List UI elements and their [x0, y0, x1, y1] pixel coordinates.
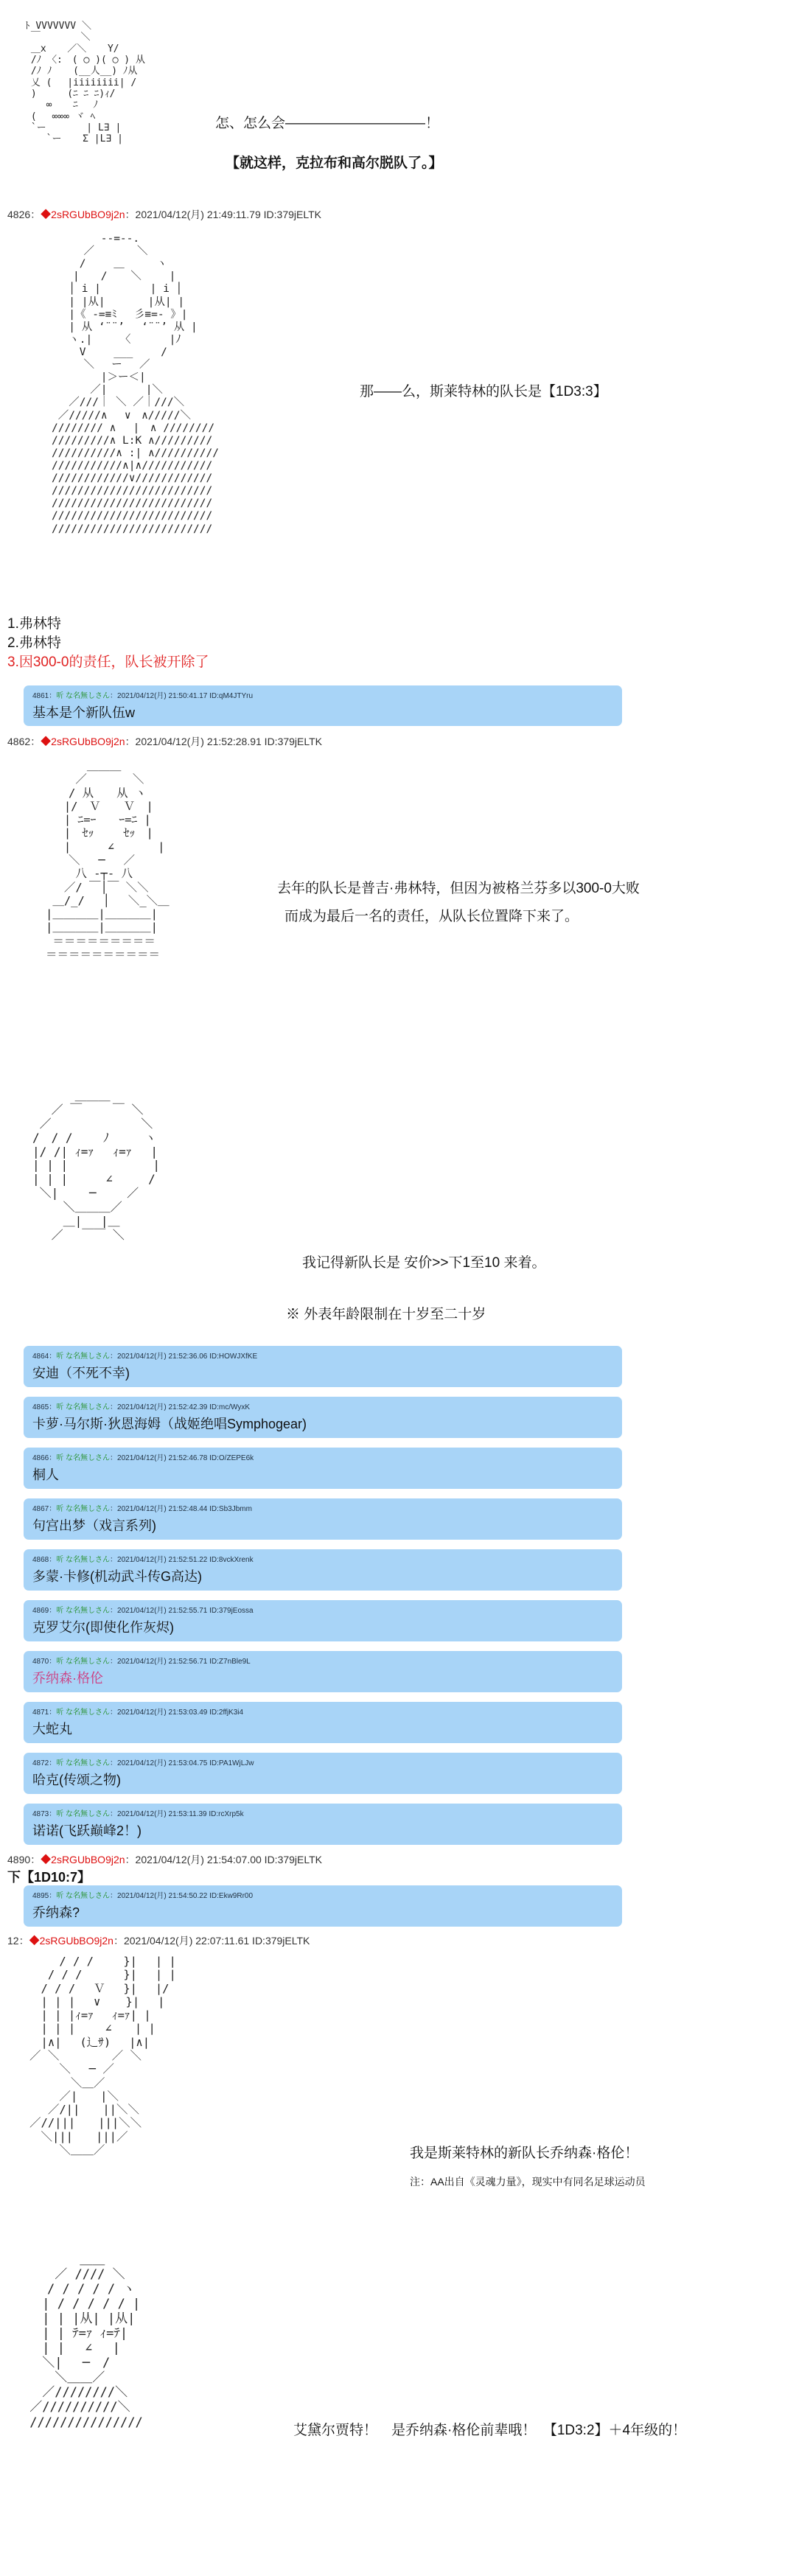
reply-meta: [32, 1451, 613, 1462]
reply-timestamp: ：2021/04/12(月) 21:52:55.71 ID:379jEossa: [110, 1607, 254, 1615]
ascii-art-character-3: ＿＿＿ ／ ＼ / 从 从 ヽ |/ Ｖ Ｖ | | ﾆ=ｰ ｰ=ﾆ | | ｾｯ ｾｯ | | ∠ | ＼ ─ ／ 八 ‐┬‐ 八 ／/ ￣│￣ ＼＼ ＿/_/ │ ＼_＼＿ |＿＿＿＿|＿＿＿＿| |＿＿＿＿|＿＿＿＿| ＝＝＝＝＝＝＝＝＝ ＝＝＝＝＝＝＝＝＝＝: [46, 759, 170, 961]
reply-timestamp: ：2021/04/12(月) 21:52:36.06 ID:HOWJXfKE: [110, 1352, 258, 1361]
reply-number: 4872：: [32, 1759, 57, 1767]
poster-trip[interactable]: ◆2sRGUbBO9j2n: [41, 736, 125, 747]
reply-author: 听 な名無しさん: [56, 1454, 111, 1462]
reply-post[interactable]: [24, 1448, 622, 1489]
ascii-art-character-6: ＿＿ ／ //// ＼ / / / / / ヽ | / / / / / | | | |从| |从| | | ﾃ=ｧ ｨ=ﾃ| | | ∠ | ＼| ─ / ＼＿＿／ ／////////＼ ／//////////＼ ///////////////: [29, 2252, 143, 2430]
reply-timestamp: ：2021/04/12(月) 21:53:11.39 ID:rcXrp5k: [110, 1810, 244, 1818]
reply-author: 听 な名無しさん: [56, 1556, 111, 1564]
reply-post[interactable]: [24, 1498, 622, 1540]
poster-trip[interactable]: ◆2sRGUbBO9j2n: [41, 209, 125, 220]
dice-roll: 下【1D10:7】: [7, 1870, 91, 1885]
ascii-art-character-1: ﾄ VVVVVVV ＼ ￣ ＼ ＿x ／＼ Y/ /ﾉ 〈: ( ◯ )( ◯ ) 从 /ﾉ ﾉ (__人__) ﾉ从 乂 ( |iiiiiiii| / ) (ﾆ ﾆ ﾆ)ｨ/ ∞ ﾆ ﾉ ( ∞∞∞ ヾ ﾍ `ー | L∃ | `ー Σ |L∃ |: [25, 21, 145, 145]
reply-post[interactable]: [24, 1397, 622, 1438]
reply-post[interactable]: [24, 1804, 622, 1845]
reply-post[interactable]: [24, 685, 622, 726]
reply-meta: [32, 1756, 613, 1767]
reply-meta: [32, 1889, 613, 1900]
reply-meta: [32, 1706, 613, 1717]
reply-number: 4867：: [32, 1505, 57, 1513]
reply-body: 多蒙·卡修(机动武斗传G高达): [32, 1569, 202, 1584]
reply-body: 克罗艾尔(即使化作灰烬): [32, 1620, 174, 1635]
post-number: 4890: [7, 1854, 31, 1865]
post-number: 4826: [7, 209, 31, 220]
reply-meta: [32, 1502, 613, 1513]
dialogue-line: 那——么，斯莱特林的队长是【1D3:3】: [360, 384, 607, 399]
note-line: 注：AA出自《灵魂力量》，现实中有同名足球运动员: [410, 2176, 646, 2188]
post-meta: ：2021/04/12(月) 21:52:28.91 ID:379jELTK: [125, 736, 323, 747]
reply-meta: [32, 1553, 613, 1564]
reply-meta: [32, 1400, 613, 1411]
dialogue-line: 我记得新队长是 安价>>下1至10 来着。: [302, 1255, 546, 1271]
separator: ：: [30, 1854, 41, 1865]
post-header: [7, 1933, 310, 1948]
post-meta: ：2021/04/12(月) 21:49:11.79 ID:379jELTK: [125, 209, 321, 220]
reply-body: 乔纳森·格伦: [32, 1671, 103, 1686]
list-item: 2.弗林特: [7, 635, 61, 651]
narration-line: 【就这样，克拉布和高尔脱队了。】: [226, 156, 443, 171]
reply-meta: [32, 1604, 613, 1615]
reply-number: 4865：: [32, 1403, 57, 1411]
separator: ：: [30, 209, 41, 220]
narration-line: 去年的队长是普吉·弗林特，但因为被格兰芬多以300-0大败: [277, 881, 640, 896]
reply-body: 桐人: [32, 1467, 59, 1482]
dialogue-line: 怎、怎么会——————————！: [215, 116, 440, 131]
reply-number: 4866：: [32, 1454, 57, 1462]
narration-line: 而成为最后一名的责任，从队长位置降下来了。: [284, 909, 579, 924]
reply-number: 4871：: [32, 1708, 57, 1717]
reply-body: 句宫出梦（戏言系列): [32, 1518, 156, 1533]
reply-body: 安迪（不死不幸): [32, 1366, 130, 1381]
reply-number: 4864：: [32, 1352, 57, 1361]
reply-post[interactable]: [24, 1753, 622, 1794]
reply-author: 听 な名無しさん: [56, 1810, 111, 1818]
reply-body: 卡萝·马尔斯·狄恩海姆（战姬绝唱Symphogear): [32, 1417, 307, 1431]
reply-author: 听 な名無しさん: [56, 1505, 111, 1513]
result-list: [7, 615, 209, 672]
reply-number: 4861：: [32, 692, 57, 700]
post-header: [7, 734, 322, 749]
poster-trip[interactable]: ◆2sRGUbBO9j2n: [29, 1935, 114, 1947]
reply-number: 4868：: [32, 1556, 57, 1564]
dialogue-line: 艾黛尔贾特！ 是乔纳森·格伦前辈哦！ 【1D3:2】＋4年级的！: [293, 2423, 687, 2438]
reply-post[interactable]: [24, 1346, 622, 1387]
list-item: 1.弗林特: [7, 616, 61, 632]
reply-meta: [32, 1807, 613, 1818]
list-item-selected: 3.因300-0的责任，队长被开除了: [7, 655, 209, 670]
reply-meta: [32, 1350, 613, 1361]
reply-timestamp: ：2021/04/12(月) 21:52:42.39 ID:mc/WyxK: [110, 1403, 251, 1411]
reply-body: 哈克(传颂之物): [32, 1773, 121, 1787]
reply-author: 听 な名無しさん: [56, 1658, 111, 1666]
reply-timestamp: ：2021/04/12(月) 21:52:56.71 ID:Z7nBle9L: [110, 1658, 251, 1666]
post-header: [7, 207, 321, 222]
post-meta: ：2021/04/12(月) 22:07:11.61 ID:379jELTK: [113, 1935, 310, 1947]
reply-number: 4869：: [32, 1607, 57, 1615]
reply-post[interactable]: [24, 1600, 622, 1641]
reply-post[interactable]: [24, 1549, 622, 1591]
reply-number: 4870：: [32, 1658, 57, 1666]
reply-timestamp: ：2021/04/12(月) 21:52:48.44 ID:Sb3Jbmm: [110, 1505, 252, 1513]
ascii-art-character-5: / / / }| | | / / / }| | | / / / Ｖ }| |/ | | | ∨ }| | | | |ｨ=ｧ ｨ=ｧ| | | | | ∠ | | |∧| (辶ｻ) |∧| ／ ＼ ／ ＼ ＼ ─ ／ ＼＿／ ／| |＼ ／/|| ||＼＼ ／//||| |||＼＼ ＼||| |||／ ＼＿＿／: [29, 1955, 176, 2157]
reply-body: 大蛇丸: [32, 1722, 72, 1736]
reply-body: 基本是个新队伍w: [32, 705, 135, 720]
reply-timestamp: ：2021/04/12(月) 21:52:46.78 ID:O/ZEPE6k: [110, 1454, 254, 1462]
reply-author: 听 な名無しさん: [56, 1708, 111, 1717]
post-header: [7, 1852, 322, 1867]
ascii-art-character-2: -‐=‐-. ／ ＼ / ＿ ヽ | / ＼ | │ i | | i │ | |从| |从| | |《 -=≡ﾐ 彡≡=- 》| | 从 ‘¨¨’ ‘¨¨’ 从 | ヽ.| 〈 |ﾉ V ___ / ＼ ー ／ |＞ー＜| ／| |＼ ／///｜ ＼ ／｜///＼ ／/////∧ ∨ ∧/////＼ //////// ∧ | ∧ //////// /////////∧ L:K ∧///////// //////////∧ :| ∧////////// ///////////∧|∧/////////// ////////////∨//////////// ///////////////////////// ///////////////////////// ///////////////////////// /////////////////////////: [52, 233, 219, 535]
reply-author: 听 な名無しさん: [56, 1607, 111, 1615]
reply-author: 听 な名無しさん: [56, 1892, 111, 1900]
reply-body: 乔纳森?: [32, 1905, 80, 1920]
reply-timestamp: ：2021/04/12(月) 21:53:04.75 ID:PA1WjLJw: [110, 1759, 254, 1767]
poster-trip[interactable]: ◆2sRGUbBO9j2n: [41, 1854, 125, 1865]
reply-author: 听 な名無しさん: [56, 1403, 111, 1411]
reply-post-selected[interactable]: [24, 1651, 622, 1692]
reply-meta: [32, 689, 613, 700]
reply-author: 听 な名無しさん: [56, 1352, 111, 1361]
separator: ：: [18, 1935, 29, 1947]
dialogue-line: 我是斯莱特林的新队长乔纳森·格伦！: [410, 2146, 639, 2161]
reply-meta: [32, 1655, 613, 1666]
post-number: 12: [7, 1935, 19, 1947]
reply-post[interactable]: [24, 1702, 622, 1743]
separator: ：: [30, 736, 41, 747]
reply-post[interactable]: [24, 1885, 622, 1927]
post-meta: ：2021/04/12(月) 21:54:07.00 ID:379jELTK: [125, 1854, 323, 1865]
reply-body: 诺诺(飞跃巅峰2！): [32, 1823, 142, 1838]
reply-timestamp: ：2021/04/12(月) 21:52:51.22 ID:8vckXrenk: [110, 1556, 254, 1564]
reply-author: 听 な名無しさん: [56, 1759, 111, 1767]
note-line: ※ 外表年龄限制在十岁至二十岁: [286, 1307, 486, 1322]
reply-timestamp: ：2021/04/12(月) 21:53:03.49 ID:2ffjK3i4: [110, 1708, 244, 1717]
reply-number: 4895：: [32, 1892, 57, 1900]
reply-timestamp: ：2021/04/12(月) 21:50:41.17 ID:qM4JTYru: [110, 692, 254, 700]
reply-number: 4873：: [32, 1810, 57, 1818]
reply-timestamp: ：2021/04/12(月) 21:54:50.22 ID:Ekw9Rr00: [110, 1892, 254, 1900]
reply-author: 听 な名無しさん: [56, 692, 111, 700]
post-number: 4862: [7, 736, 31, 747]
ascii-art-character-4: ＿＿＿ ／ ￣ ￣ ＼ ／ ＼ / / / ﾉ ヽ |/ /| ｨ=ｧ ｨ=ｧ | | | | | | | | ∠ / ＼| ─ ／ ＼＿＿＿／ ＿| |＿ ／ ￣￣ ＼: [32, 1089, 161, 1242]
